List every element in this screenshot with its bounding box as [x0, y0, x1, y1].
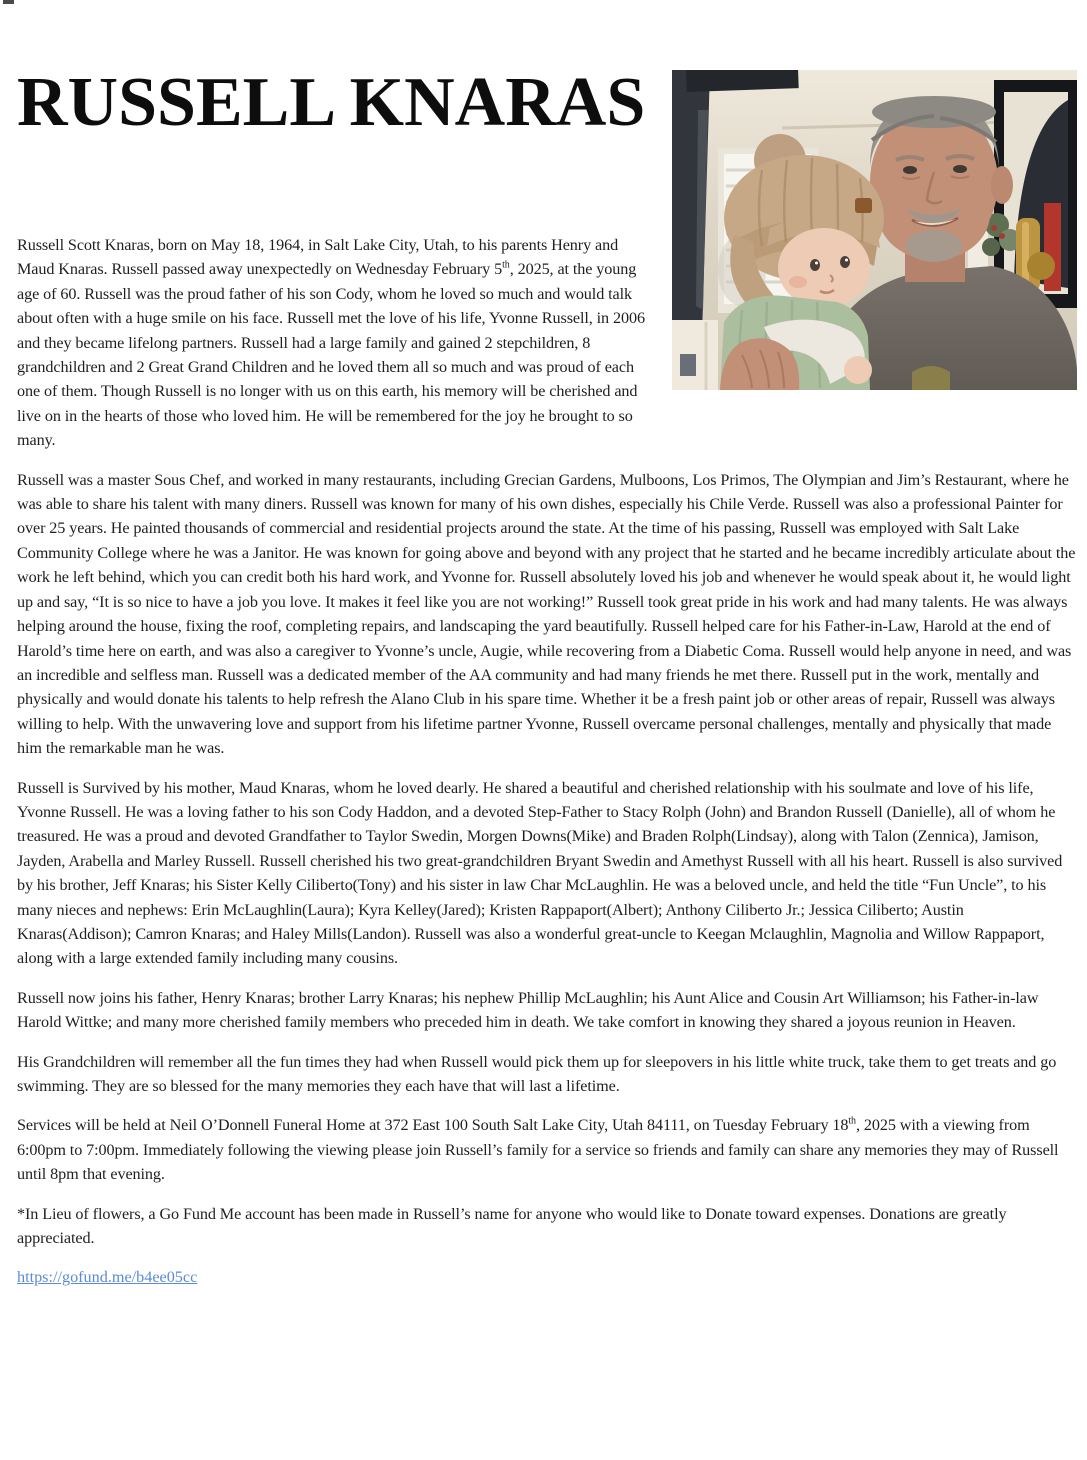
donation-link-row [17, 1265, 1077, 1289]
ordinal-superscript: th [502, 260, 510, 272]
obituary-paragraph-5: His Grandchildren will remember all the fun times they had when Russell would pick them up for sleepovers in his little white truck, take them to get treats and go swimming. They are so blessed for the many memories they each have that will last a lifetime. [17, 1052, 1057, 1095]
page-title: RUSSELL KNARAS [17, 64, 646, 141]
paragraph-1-text: Russell Scott Knaras, born on May 18, 1964, in Salt Lake City, Utah, to his parents Henry and Maud Knaras. Russell passed away unexpectedly on Wednesday February 5 [17, 236, 619, 279]
ordinal-superscript: th [848, 1116, 856, 1128]
photo-illustration [672, 70, 1077, 390]
obituary-paragraph-3: Russell is Survived by his mother, Maud Knaras, whom he loved dearly. He shared a beautiful and cherished relationship with his soulmate and love of his life, Yvonne Russell. He was a loving father to his son Cody Haddon, and a devoted Step-Father to Stacy Rolph (John) and Brandon Russell (Danielle), all of whom he treasured. He was a proud and devoted Grandfather to Taylor Swedin, Morgen Downs(Mike) and Braden Rolph(Lindsay), along with Talon (Zennica), Jamison, Jayden, Arabella and Marley Russell. Russell cherished his two great-grandchildren Bryant Swedin and Amethyst Russell with all his heart. Russell is also survived by his brother, Jeff Knaras; his Sister Kelly Ciliberto(Tony) and his sister in law Char McLaughlin. He was a beloved uncle, and held the title “Fun Uncle”, to his many nieces and nephews: Erin McLaughlin(Laura); Kyra Kelley(Jared); Kristen Rappaport(Albert); Anthony Ciliberto Jr.; Jessica Ciliberto; Austin Knaras(Addison); Camron Knaras; and Haley Mills(Landon). Russell was also a wonderful great-uncle to Keegan Mclaughlin, Magnolia and Willow Rappaport, along with a large extended family including many cousins. [17, 778, 1063, 968]
obituary-paragraph-7: *In Lieu of flowers, a Go Fund Me account has been made in Russell’s name for anyone who would like to Donate toward expenses. Donations are greatly appreciated. [17, 1204, 1007, 1248]
scan-artifact-mark [3, 0, 14, 4]
gofundme-link[interactable]: https://gofund.me/b4ee05cc [17, 1268, 198, 1287]
obituary-paragraph-4: Russell now joins his father, Henry Knaras; brother Larry Knaras; his nephew Phillip McLaughlin; his Aunt Alice and Cousin Art Williamson; his Father-in-law Harold Wittke; and many more cherished family members who preceded him in death. We take comfort in knowing they shared a joyous reunion in Heaven. [17, 988, 1039, 1032]
paragraph-6-text-cont: , 2025 with a viewing from 6:00pm to 7:00pm. Immediately following the viewing please join Russell’s family for a service so friends and family can share any memories they may of Russell until 8pm that evening. [17, 1116, 1059, 1184]
obituary-paragraph-6 [17, 1113, 1077, 1186]
paragraph-1-text-cont: , 2025, at the young age of 60. Russell was the proud father of his son Cody, whom he loved so much and would talk about often with a huge smile on his face. Russell met the love of his life, Yvonne Russell, in 2006 and they became lifelong partners. Russell had a large family and gained 2 stepchildren, 8 grandchildren and 2 Great Grand Children and he loved them all so much and was proud of each one of them. Though Russell is no longer with us on this earth, his memory will be cherished and live on in the hearts of those who loved him. He will be remembered for the joy he brought to so many. [17, 260, 645, 450]
paragraph-6-text: Services will be held at Neil O’Donnell Funeral Home at 372 East 100 South Salt Lake City, Utah 84111, on Tuesday February 18 [17, 1116, 849, 1135]
obituary-paragraph-2: Russell was a master Sous Chef, and worked in many restaurants, including Grecian Gardens, Mulboons, Los Primos, The Olympian and Jim’s Restaurant, where he was able to share his talent with many diners. Russell was known for many of his own dishes, especially his Chile Verde. Russell was also a professional Painter for over 25 years. He painted thousands of commercial and residential projects around the state. At the time of his passing, Russell was employed with Salt Lake Community College where he was a Janitor. He was known for going above and beyond with any project that he started and he became incredibly articulate about the work he left behind, which you can credit both his hard work, and Yvonne for. Russell absolutely loved his job and whenever he would speak about it, he would light up and say, “It is so nice to have a job you love. It makes it feel like you are not working!” Russell took great pride in his work and had many talents. He was always helping around the house, fixing the roof, completing repairs, and landscaping the yard beautifully. Russell helped care for his Father-in-Law, Harold at the end of Harold’s time here on earth, and was also a caregiver to Yvonne’s uncle, Augie, while recovering from a Diabetic Coma. Russell would help anyone in need, and was an incredible and selfless man. Russell was a dedicated member of the AA community and had many friends he met there. Russell put in the work, mentally and physically and would donate his talents to help refresh the Alano Club in his spare time. Whether it be a fresh paint job or other areas of repair, Russell was always willing to help. With the unwavering love and support from his lifetime partner Yvonne, Russell overcame personal challenges, mentally and physically that made him the remarkable man he was. [17, 470, 1076, 758]
obituary-photo [672, 70, 1077, 390]
